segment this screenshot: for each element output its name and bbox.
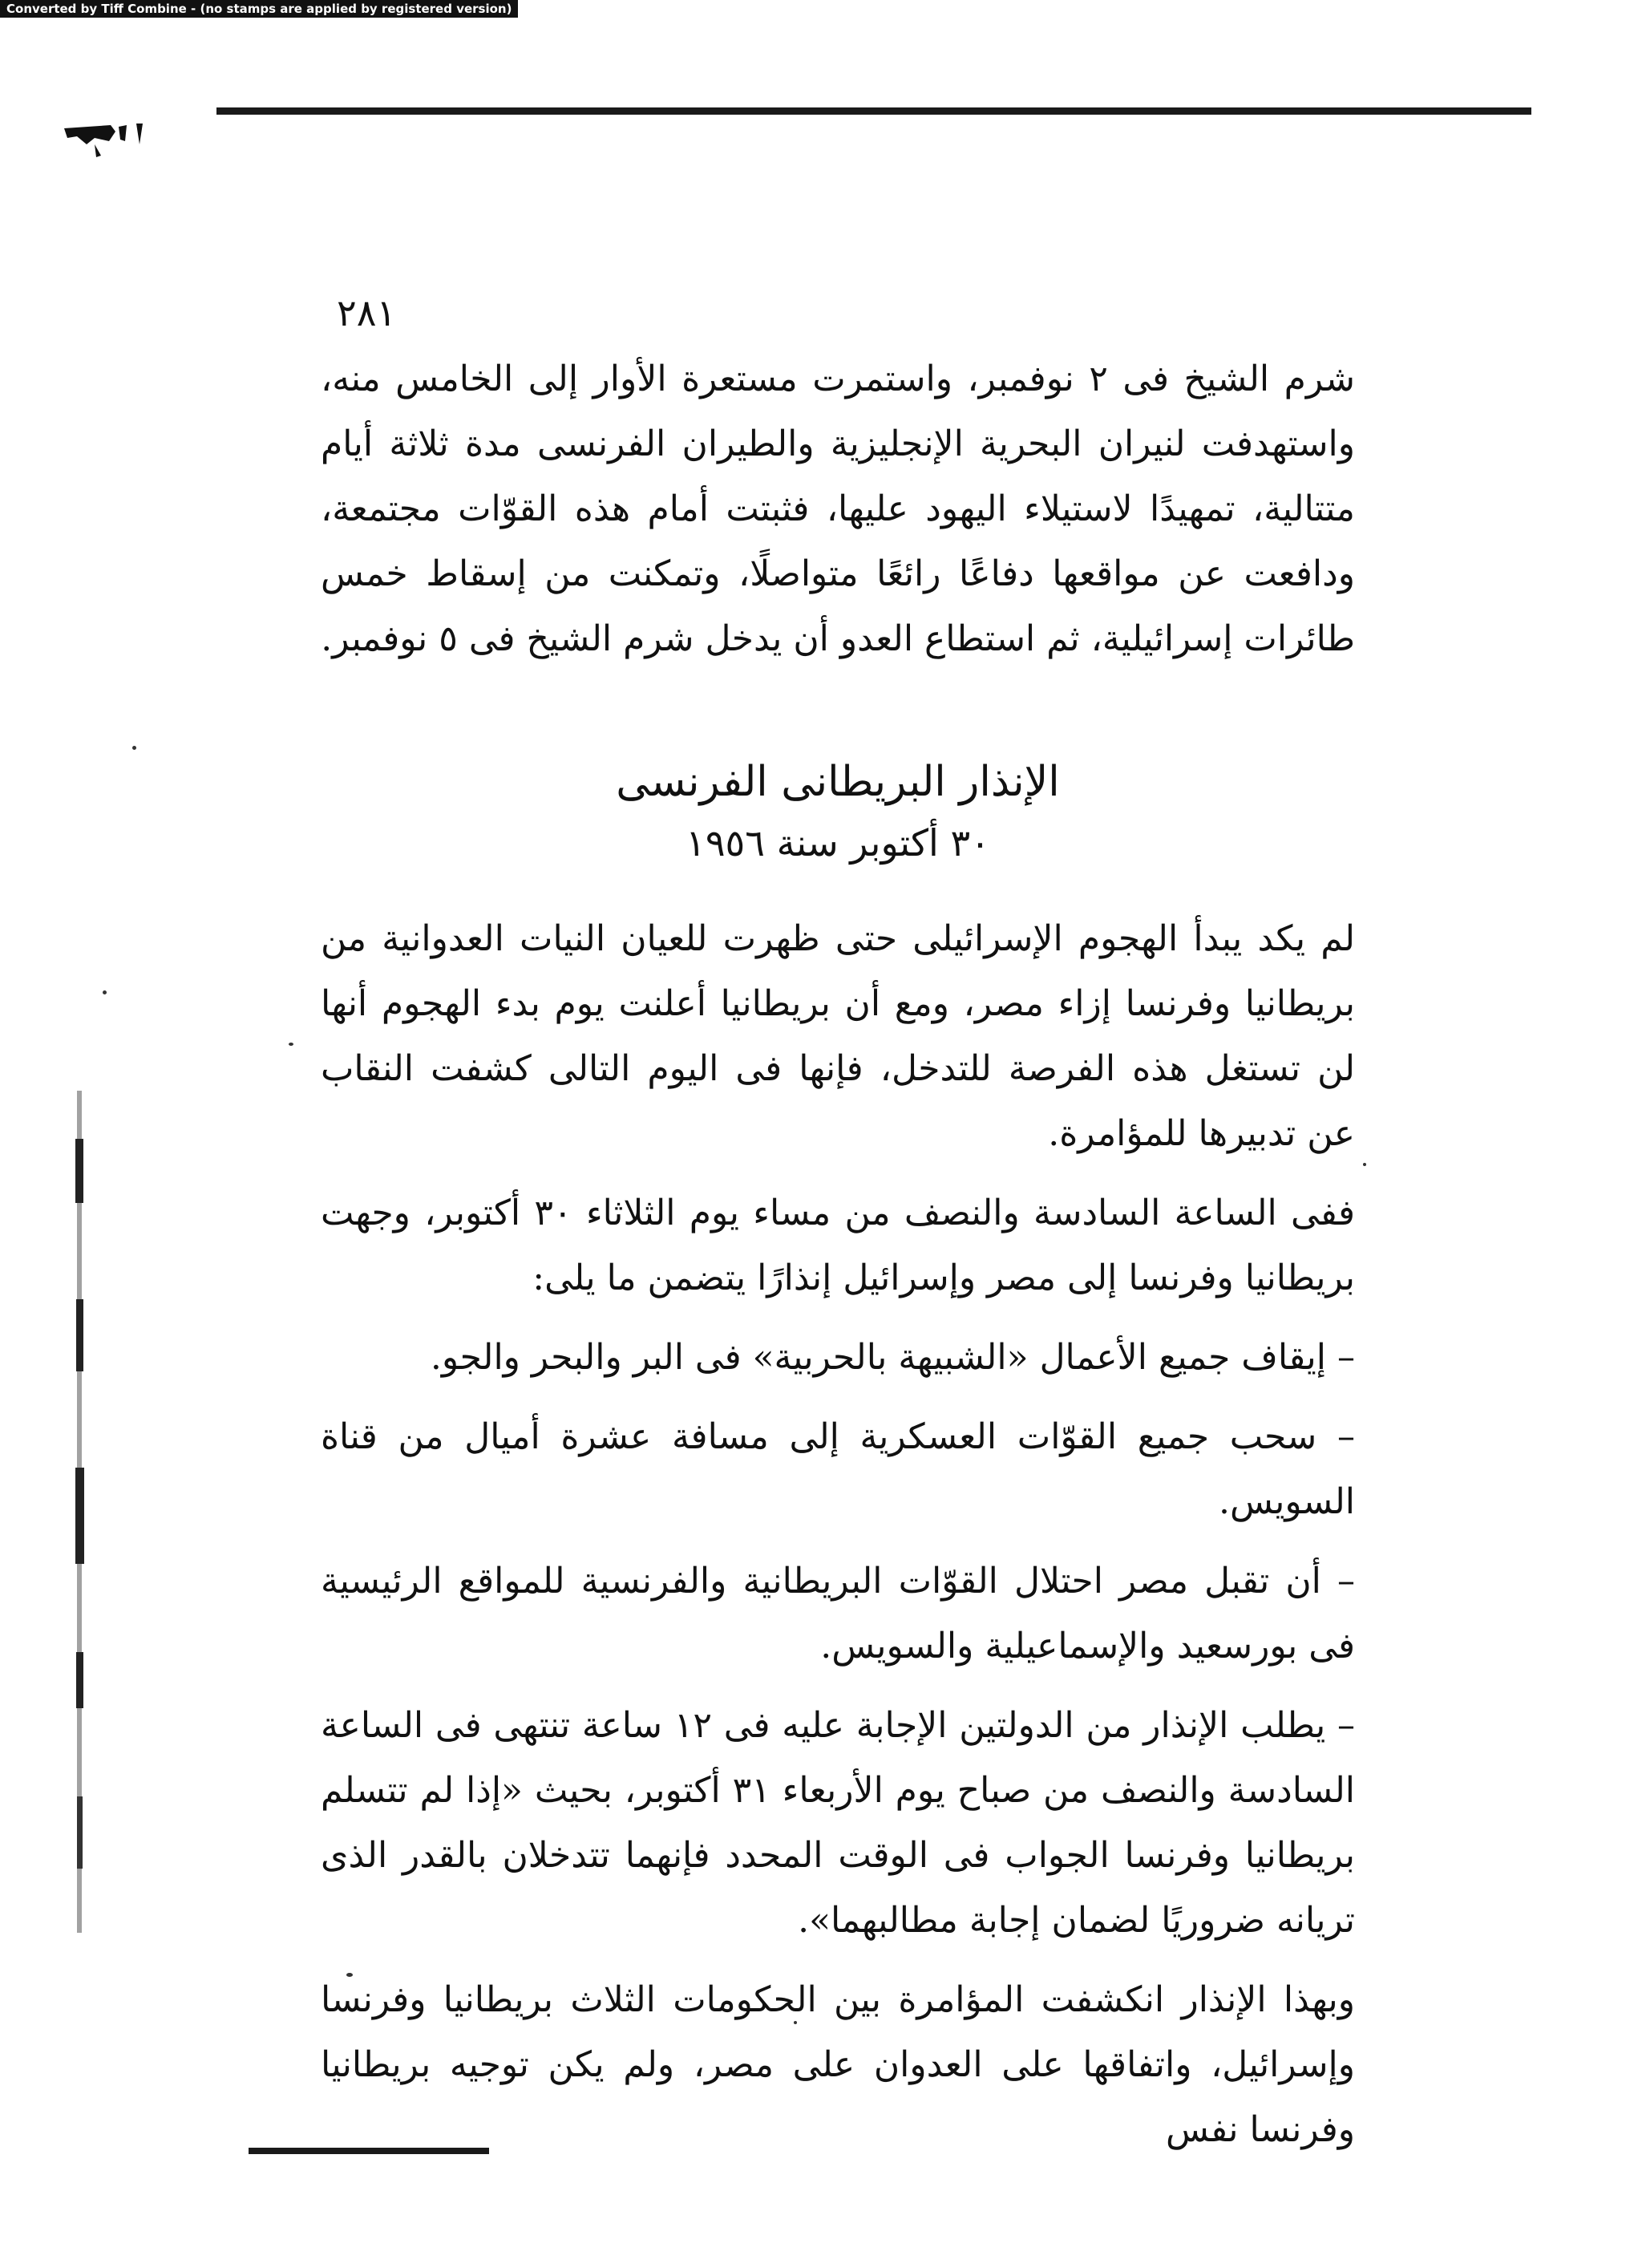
section-date: ٣٠ أكتوبر سنة ١٩٥٦ — [686, 821, 990, 865]
scan-speck — [132, 746, 136, 750]
converter-watermark: Converted by Tiff Combine - (no stamps are applied by registered version) — [0, 0, 518, 18]
body-text-block — [321, 906, 1355, 2177]
paragraph-2: ففى الساعة السادسة والنصف من مساء يوم الثلاثاء ٣٠ أكتوبر، وجهت بريطانيا وفرنسا إلى مصر وإسرائيل إنذارًا يتضمن ما يلى: — [321, 1193, 1356, 1298]
page-number: ٢٨١ — [337, 291, 397, 334]
opening-paragraph-block — [321, 346, 1355, 671]
bottom-rule — [249, 2148, 489, 2154]
corner-ink-mark — [63, 120, 159, 192]
scan-speck — [1363, 1163, 1366, 1166]
scan-speck — [289, 1043, 293, 1046]
list-item-2: – سحب جميع القوّات العسكرية إلى مسافة عشرة أميال من قناة السويس. — [321, 1416, 1355, 1522]
opening-paragraph: شرم الشيخ فى ٢ نوفمبر، واستمرت مستعرة الأوار إلى الخامس منه، واستهدفت لنيران البحرية الإنجليزية والطيران الفرنسى مدة ثلاثة أيام متتالية، تمهيدًا لاستيلاء اليهود عليها، فثبتت أمام هذه القوّات مجتمعة، ودافعت عن مواقعها دفاعًا رائعًا متواصلًا، وتمكنت من إسقاط خمس طائرات إسرائيلية، ثم استطاع العدو أن يدخل شرم الشيخ فى ٥ نوفمبر. — [321, 358, 1355, 659]
list-item-3: – أن تقبل مصر احتلال القوّات البريطانية والفرنسية للمواقع الرئيسية فى بورسعيد والإسماعيلية والسويس. — [321, 1561, 1355, 1667]
top-rule — [216, 107, 1531, 115]
paragraph-3: وبهذا الإنذار انكشفت المؤامرة بين الحكومات الثلاث بريطانيا وفرنسا وإسرائيل، واتفاقها على العدوان على مصر، ولم يكن توجيه بريطانيا وفرنسا نفس — [321, 1979, 1355, 2150]
section-title: الإنذار البريطانى الفرنسى — [616, 758, 1060, 806]
list-item-4: – يطلب الإنذار من الدولتين الإجابة عليه فى ١٢ ساعة تنتهى فى الساعة السادسة والنصف من صباح يوم الأربعاء ٣١ أكتوبر، بحيث «إذا لم تتسلم بريطانيا وفرنسا الجواب فى الوقت المحدد فإنهما تتدخلان بالقدر الذى تريانه ضروريًا لضمان إجابة مطالبهما». — [321, 1705, 1355, 1941]
binding-edge-marks — [66, 1091, 98, 1933]
list-item-1: – إيقاف جميع الأعمال «الشبيهة بالحربية» فى البر والبحر والجو. — [430, 1337, 1355, 1378]
scan-speck — [103, 990, 107, 994]
paragraph-1: لم يكد يبدأ الهجوم الإسرائيلى حتى ظهرت للعيان النيات العدوانية من بريطانيا وفرنسا إزاء مصر، ومع أن بريطانيا أعلنت يوم بدء الهجوم أنها لن تستغل هذه الفرصة للتدخل، فإنها فى اليوم التالى كشفت النقاب عن تدبيرها للمؤامرة. — [321, 918, 1355, 1154]
